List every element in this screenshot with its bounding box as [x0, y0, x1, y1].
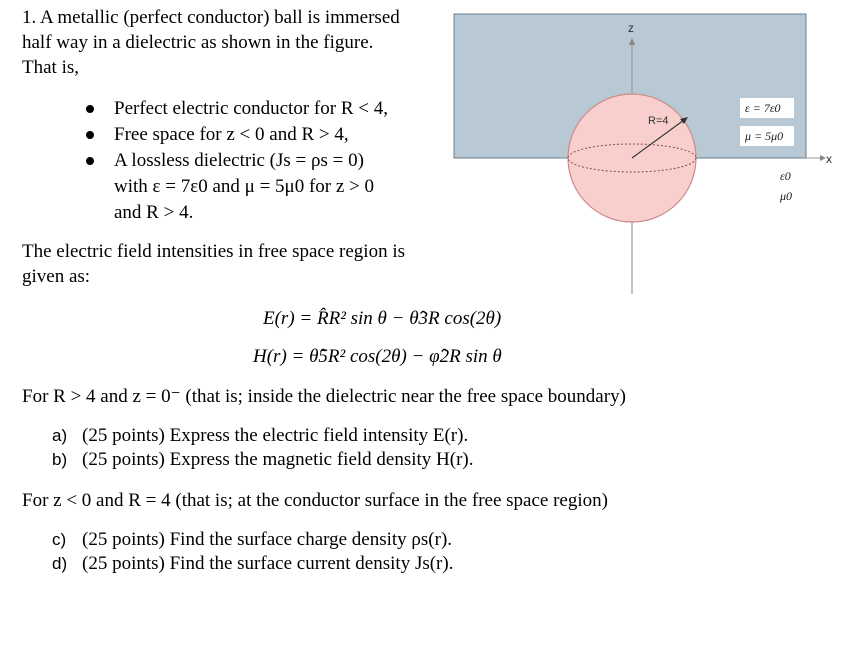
mu-free-label: μ0	[780, 189, 793, 203]
part-label: b)	[52, 450, 68, 469]
intro-line-3: That is,	[22, 57, 79, 78]
part-label: d)	[52, 554, 68, 573]
x-axis-label: x	[826, 152, 832, 166]
bullet-text-cont: with ε = 7ε0 and μ = 5μ0 for z > 0	[114, 176, 375, 197]
part-item	[52, 424, 474, 448]
part-label: c)	[52, 530, 67, 549]
condition-1: For R > 4 and z = 0⁻ (that is; inside the dielectric near the free space boundary)	[22, 386, 626, 407]
bullet-dot-icon	[86, 131, 94, 139]
intro-line-2: half way in a dielectric as shown in the figure.	[22, 32, 374, 53]
eps-dielectric-label: ε = 7ε0	[745, 101, 781, 115]
bullet-text: Perfect electric conductor for R < 4,	[114, 98, 388, 119]
equation-e-field: E(r) = R̂R² sin θ − θ̂3R cos(2θ)	[263, 308, 502, 329]
bullet-item	[84, 96, 388, 122]
part-label: a)	[52, 426, 68, 445]
part-item	[52, 528, 453, 552]
condition-2: For z < 0 and R = 4 (that is; at the conductor surface in the free space region)	[22, 490, 608, 511]
bullet-dot-icon	[86, 105, 94, 113]
bullet-text-cont: and R > 4.	[114, 202, 194, 223]
radius-label: R=4	[648, 115, 669, 127]
region-bullets	[84, 96, 388, 226]
field-intro-line-1: The electric field intensities in free space region is	[22, 241, 406, 262]
part-item	[52, 552, 453, 576]
bullet-item	[84, 148, 388, 226]
part-text: (25 points) Express the electric field intensity E(r).	[82, 425, 469, 446]
eps-free-label: ε0	[780, 169, 791, 183]
bullet-dot-icon	[86, 157, 94, 165]
parts-list-2	[52, 528, 453, 576]
bullet-text: A lossless dielectric (Js = ρs = 0)	[114, 150, 364, 171]
intro-line-1: 1. A metallic (perfect conductor) ball is immersed	[22, 7, 400, 28]
bullet-item	[84, 122, 388, 148]
z-axis-label: z	[628, 21, 634, 35]
part-text: (25 points) Express the magnetic field density H(r).	[82, 449, 474, 470]
part-text: (25 points) Find the surface current density Js(r).	[82, 553, 454, 574]
equation-h-field: H(r) = θ̂5R² cos(2θ) − φ̂2R sin θ	[253, 346, 502, 367]
part-item	[52, 448, 474, 472]
bullet-text: Free space for z < 0 and R > 4,	[114, 124, 349, 145]
mu-dielectric-label: μ = 5μ0	[745, 129, 784, 143]
part-text: (25 points) Find the surface charge density ρs(r).	[82, 529, 453, 550]
field-intro-line-2: given as:	[22, 266, 91, 287]
parts-list-1	[52, 424, 474, 472]
figure-ball-in-dielectric	[440, 10, 840, 300]
